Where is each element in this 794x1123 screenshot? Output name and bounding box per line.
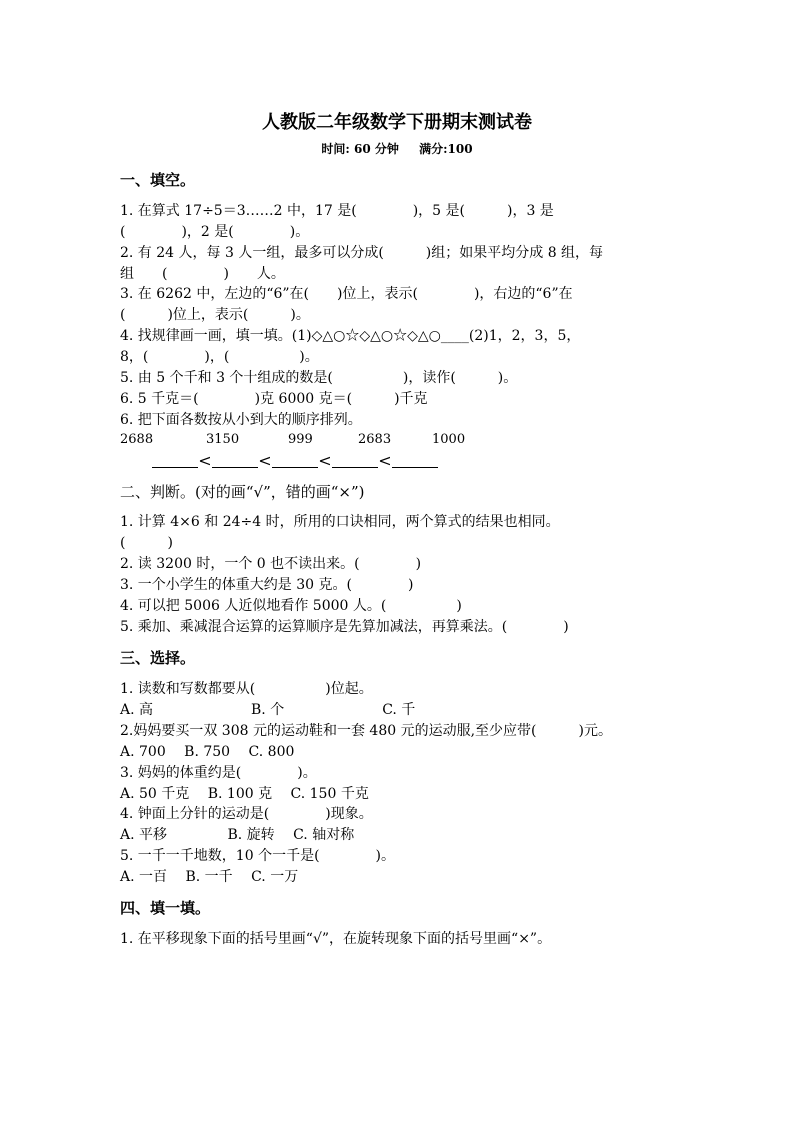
answer-blank[interactable] <box>212 453 258 468</box>
question-line: 1. 在算式 17÷5＝3……2 中，17 是( )，5 是( )，3 是 <box>120 203 554 219</box>
question-line: 2. 有 24 人，每 3 人一组，最多可以分成( )组；如果平均分成 8 组，每 <box>120 245 604 261</box>
answer-blank[interactable] <box>152 453 198 468</box>
number-item: 2688 <box>120 432 154 447</box>
option-line: A. 一百 B. 一千 C. 一万 <box>120 869 299 885</box>
question-line: 5. 乘加、乘减混合运算的运算顺序是先算加减法，再算乘法。( ) <box>120 619 569 635</box>
number-item: 999 <box>288 432 313 447</box>
question-line: ( ) <box>120 535 173 551</box>
question-line: 5. 一千一千地数，10 个一千是( )。 <box>120 848 395 864</box>
question-line: 3. 妈妈的体重约是( )。 <box>120 765 317 781</box>
question-line: 4. 可以把 5006 人近似地看作 5000 人。( ) <box>120 598 462 614</box>
question-line: ( )，2 是( )。 <box>120 224 310 240</box>
ordering-blanks <box>152 451 438 472</box>
option-line: A. 高 B. 个 C. 千 <box>120 702 416 718</box>
question-line: 5. 由 5 个千和 3 个十组成的数是( )，读作( )。 <box>120 370 518 386</box>
question-line: 6. 把下面各数按从小到大的顺序排列。 <box>120 412 362 428</box>
question-line: 3. 在 6262 中，左边的“6”在( )位上，表示( )，右边的“6”在 <box>120 286 573 302</box>
question-line: 1. 计算 4×6 和 24÷4 时，所用的口诀相同，两个算式的结果也相同。 <box>120 514 560 530</box>
full-score: 满分:100 <box>419 142 473 156</box>
number-item: 3150 <box>206 432 240 447</box>
less-than-sign: < <box>378 451 392 470</box>
section-heading: 三、选择。 <box>120 649 196 667</box>
option-line: A. 平移 B. 旋转 C. 轴对称 <box>120 827 355 843</box>
number-item: 1000 <box>432 432 466 447</box>
section-heading: 二、判断。(对的画“√”，错的画“×”) <box>120 483 365 501</box>
section-heading: 四、填一填。 <box>120 899 211 917</box>
time-limit: 时间: 60 分钟 <box>321 142 399 156</box>
less-than-sign: < <box>318 451 332 470</box>
less-than-sign: < <box>258 451 272 470</box>
question-line: 2. 读 3200 时，一个 0 也不读出来。( ) <box>120 556 422 572</box>
answer-blank[interactable] <box>332 453 378 468</box>
answer-blank[interactable] <box>392 453 438 468</box>
option-line: A. 700 B. 750 C. 800 <box>120 744 295 760</box>
question-line: 1. 在平移现象下面的括号里画“√”，在旋转现象下面的括号里画“×”。 <box>120 931 552 947</box>
question-line: 4. 找规律画一画，填一填。(1)◇△○☆◇△○☆◇△○____(2)1，2，3，5， <box>120 328 581 344</box>
question-line: 6. 5 千克＝( )克 6000 克＝( )千克 <box>120 391 428 407</box>
less-than-sign: < <box>198 451 212 470</box>
section-heading: 一、填空。 <box>120 171 196 189</box>
question-line: 4. 钟面上分针的运动是( )现象。 <box>120 806 373 822</box>
question-line: 8，( )，( )。 <box>120 349 319 365</box>
number-item: 2683 <box>358 432 392 447</box>
page-title: 人教版二年级数学下册期末测试卷 <box>262 112 532 133</box>
question-line: 3. 一个小学生的体重大约是 30 克。( ) <box>120 577 414 593</box>
question-line: 组 ( ) 人。 <box>120 266 285 282</box>
question-line: ( )位上，表示( )。 <box>120 307 310 323</box>
answer-blank[interactable] <box>272 453 318 468</box>
exam-info <box>0 140 794 157</box>
question-line: 1. 读数和写数都要从( )位起。 <box>120 681 373 697</box>
question-line: 2.妈妈要买一双 308 元的运动鞋和一套 480 元的运动服,至少应带( )元。 <box>120 723 612 739</box>
option-line: A. 50 千克 B. 100 克 C. 150 千克 <box>120 786 369 802</box>
